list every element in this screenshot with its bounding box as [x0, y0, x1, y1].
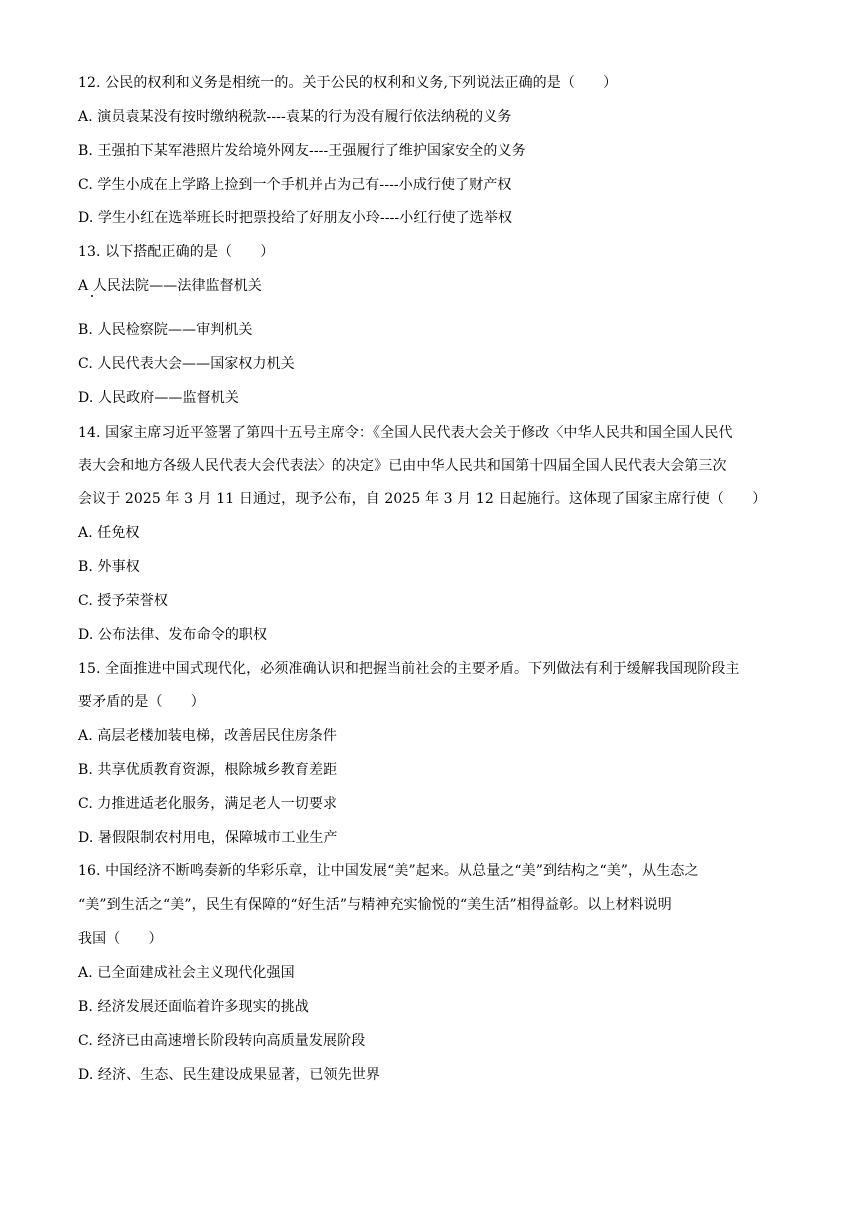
question-13-option-c: C. 人民代表大会——国家权力机关 [78, 356, 295, 372]
question-15-stem-line-2: 要矛盾的是（ ） [78, 694, 205, 710]
question-16-stem-line-2: “美”到生活之“美”，民生有保障的“好生活”与精神充实愉悦的“美生活”相得益彰。以上材料说明 [78, 897, 672, 913]
question-16-option-c: C. 经济已由高速增长阶段转向高质量发展阶段 [78, 1033, 366, 1049]
question-14-stem-line-3: 会议于 2025 年 3 月 11 日通过，现予公布，自 2025 年 3 月 12 日起施行。这体现了国家主席行使（ ） [78, 491, 767, 507]
stray-dot-mark [91, 295, 93, 297]
question-13-stem: 13. 以下搭配正确的是（ ） [78, 244, 275, 260]
question-15-stem-line-1: 15. 全面推进中国式现代化，必须准确认识和把握当前社会的主要矛盾。下列做法有利于缓解我国现阶段主 [78, 661, 740, 677]
question-16-stem-line-1: 16. 中国经济不断鸣奏新的华彩乐章，让中国发展“美”起来。从总量之“美”到结构之“美”，从生态之 [78, 863, 699, 879]
question-12-stem: 12. 公民的权利和义务是相统一的。关于公民的权利和义务,下列说法正确的是（ ） [78, 75, 618, 91]
question-15-option-d: D. 暑假限制农村用电，保障城市工业生产 [78, 830, 338, 846]
question-15-option-b: B. 共享优质教育资源，根除城乡教育差距 [78, 762, 338, 778]
question-13-option-b: B. 人民检察院——审判机关 [78, 322, 253, 338]
question-13-option-a: A 人民法院——法律监督机关 [78, 278, 262, 294]
question-12-option-b: B. 王强拍下某军港照片发给境外网友----王强履行了维护国家安全的义务 [78, 143, 526, 159]
question-14-option-b: B. 外事权 [78, 559, 140, 575]
question-16-stem-line-3: 我国（ ） [78, 931, 163, 947]
question-16-option-d: D. 经济、生态、民生建设成果显著，已领先世界 [78, 1067, 380, 1083]
question-13-option-d: D. 人民政府——监督机关 [78, 390, 239, 406]
question-12-option-d: D. 学生小红在选举班长时把票投给了好朋友小玲----小红行使了选举权 [78, 210, 513, 226]
question-14-option-d: D. 公布法律、发布命令的职权 [78, 627, 268, 643]
question-14-option-a: A. 任免权 [78, 525, 140, 541]
question-12-option-c: C. 学生小成在上学路上捡到一个手机并占为己有----小成行使了财产权 [78, 177, 512, 193]
question-16-option-b: B. 经济发展还面临着许多现实的挑战 [78, 999, 309, 1015]
question-15-option-c: C. 力推进适老化服务，满足老人一切要求 [78, 796, 338, 812]
question-16-option-a: A. 已全面建成社会主义现代化强国 [78, 965, 295, 981]
question-14-stem-line-1: 14. 国家主席习近平签署了第四十五号主席令：《全国人民代表大会关于修改〈中华人民共和国全国人民代 [78, 425, 733, 441]
question-15-option-a: A. 高层老楼加装电梯，改善居民住房条件 [78, 728, 338, 744]
question-12-option-a: A. 演员袁某没有按时缴纳税款----袁某的行为没有履行依法纳税的义务 [78, 109, 512, 125]
question-14-stem-line-2: 表大会和地方各级人民代表大会代表法〉的决定》已由中华人民共和国第十四届全国人民代表大会第三次 [78, 458, 727, 474]
question-14-option-c: C. 授予荣誉权 [78, 593, 168, 609]
